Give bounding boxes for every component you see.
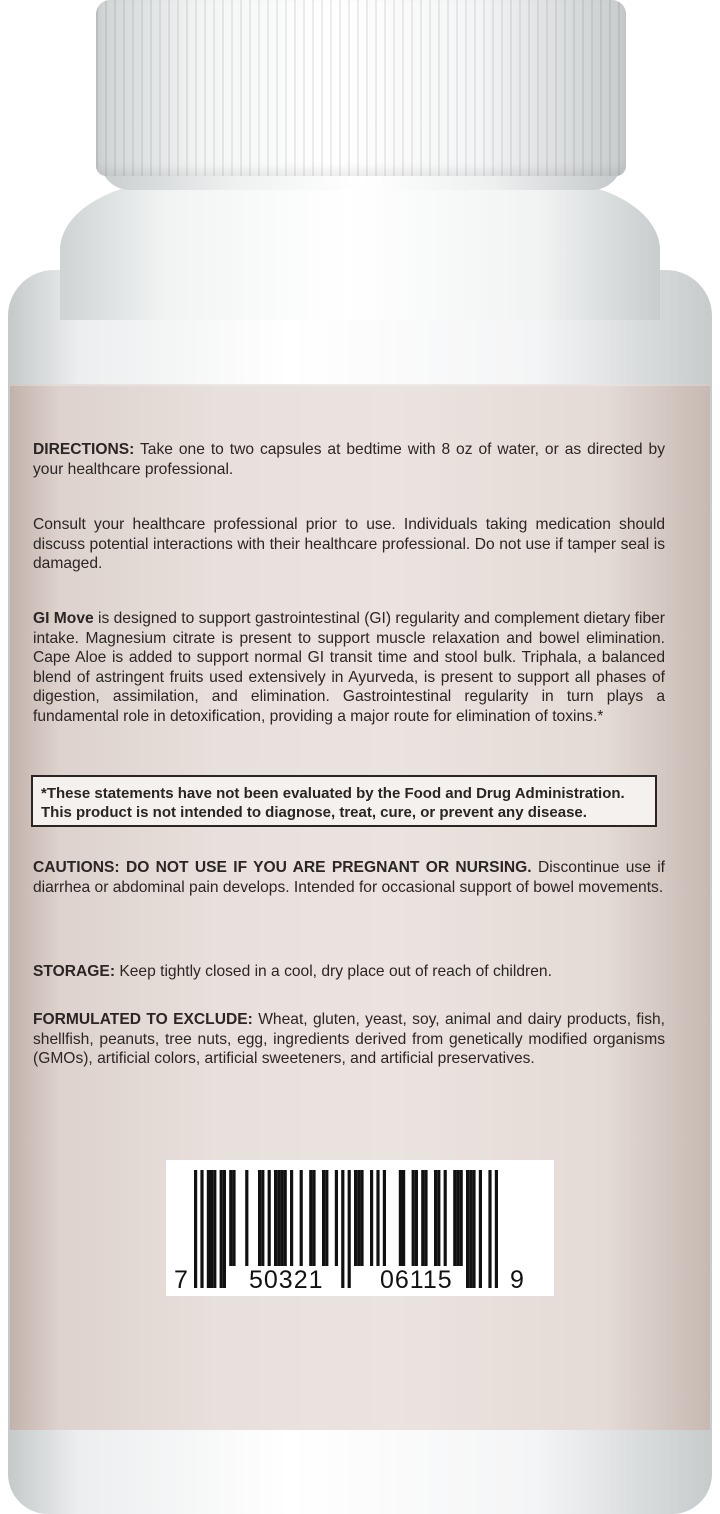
directions-heading: DIRECTIONS: xyxy=(33,441,135,458)
barcode-bar xyxy=(469,1170,472,1288)
barcode-bar xyxy=(223,1170,226,1288)
barcode-bar xyxy=(437,1170,440,1266)
directions-text: Take one to two capsules at bedtime with 8 oz of water, or as directed by your healthcare professional. xyxy=(33,441,665,478)
bottle-shoulder xyxy=(60,180,660,320)
cautions-section xyxy=(33,858,665,897)
barcode-bar xyxy=(434,1170,437,1266)
barcode-bar xyxy=(274,1170,277,1266)
storage-heading: STORAGE: xyxy=(33,963,116,980)
storage-text: Keep tightly closed in a cool, dry place out of reach of children. xyxy=(115,963,552,980)
storage-section xyxy=(33,962,665,982)
barcode-bar xyxy=(229,1170,232,1266)
barcode-bar xyxy=(466,1170,469,1288)
directions-section xyxy=(33,440,665,479)
exclusions-section xyxy=(33,1010,665,1069)
barcode-bar xyxy=(415,1170,418,1266)
barcode-right-digits: 06115 xyxy=(377,1266,456,1294)
barcode-bar xyxy=(300,1170,303,1266)
barcode-bar xyxy=(370,1170,373,1266)
product-description: is designed to support gastrointestinal (GI) regularity and complement dietary fiber intake. Magnesium citrate is present to support muscle relaxation and bowel elimination. Cape Aloe is added to support normal GI transit time and stool bulk. Triphala, a balanced blend of astringent fruits used extensively in Ayurveda, is present to support all phases of digestion, assimilation, and elimination. Gastrointestinal regularity in turn plays a fundamental role in detoxification, providing a major route for elimination of toxins.* xyxy=(33,610,665,725)
barcode-bar xyxy=(220,1170,223,1288)
cautions-heading: CAUTIONS: xyxy=(33,859,120,876)
product-description-section xyxy=(33,609,665,726)
barcode-bar xyxy=(290,1170,293,1266)
barcode-bar xyxy=(194,1170,197,1288)
barcode-bar xyxy=(460,1170,463,1266)
exclude-heading: FORMULATED TO EXCLUDE: xyxy=(33,1011,253,1028)
barcode-bar xyxy=(348,1170,351,1288)
barcode-bar xyxy=(261,1170,264,1266)
barcode-bar xyxy=(357,1170,360,1266)
barcode-bar xyxy=(376,1170,379,1266)
barcode-bar xyxy=(479,1170,482,1288)
barcode-bar xyxy=(322,1170,325,1266)
product-name: GI Move xyxy=(33,610,94,627)
consult-section xyxy=(33,515,665,574)
consult-text: Consult your healthcare professional prior to use. Individuals taking medication should discuss potential interactions with their healthcare professional. Do not use if tamper seal is damaged. xyxy=(33,516,665,572)
barcode-bar xyxy=(335,1170,338,1266)
exclude-text: Wheat, gluten, yeast, soy, animal and dairy products, fish, shellfish, peanuts, tree nuts, egg, ingredients derived from genetically modified organisms (GMOs), artificial colors, artificial sweeteners, and artificial preservatives. xyxy=(33,1011,665,1067)
barcode-bar xyxy=(421,1170,424,1266)
barcode-bar xyxy=(488,1170,491,1288)
barcode-bar xyxy=(207,1170,210,1288)
barcode-bar xyxy=(258,1170,261,1266)
barcode-bar xyxy=(495,1170,498,1288)
barcode-bar xyxy=(312,1170,315,1266)
barcode-check-digit: 9 xyxy=(510,1266,525,1294)
barcode-lead-digit: 7 xyxy=(174,1266,189,1294)
barcode-bar xyxy=(280,1170,283,1266)
barcode-bars xyxy=(166,1160,554,1296)
barcode-bar xyxy=(354,1170,357,1266)
fda-disclaimer: *These statements have not been evaluated by the Food and Drug Administration. This product is not intended to diagnose, treat, cure, or prevent any disease. xyxy=(41,785,625,821)
barcode-bar xyxy=(341,1170,344,1288)
barcode-bar xyxy=(444,1170,447,1266)
barcode-bar xyxy=(456,1170,459,1266)
barcode-bar xyxy=(472,1170,475,1288)
barcode-bar xyxy=(360,1170,363,1266)
barcode-bar xyxy=(213,1170,216,1288)
barcode-bar xyxy=(309,1170,312,1266)
barcode-bar xyxy=(284,1170,287,1266)
barcode-bar xyxy=(325,1170,328,1266)
barcode-bar xyxy=(232,1170,235,1266)
barcode-bar xyxy=(200,1170,203,1288)
barcode-bar xyxy=(424,1170,427,1266)
upc-barcode xyxy=(166,1160,554,1296)
barcode-bar xyxy=(412,1170,415,1266)
barcode-bar xyxy=(402,1170,405,1266)
barcode-bar xyxy=(383,1170,386,1266)
fda-disclaimer-box xyxy=(31,775,657,827)
cautions-warning: DO NOT USE IF YOU ARE PREGNANT OR NURSING. xyxy=(119,859,532,876)
barcode-bar xyxy=(268,1170,271,1266)
barcode-bar xyxy=(245,1170,248,1266)
barcode-left-digits: 50321 xyxy=(246,1266,327,1294)
cautions-text: Discontinue use if diarrhea or abdominal pain develops. Intended for occasional support of bowel movements. xyxy=(33,859,665,896)
bottle-cap xyxy=(96,0,626,176)
barcode-bar xyxy=(210,1170,213,1288)
barcode-bar xyxy=(277,1170,280,1266)
barcode-bar xyxy=(399,1170,402,1266)
barcode-bar xyxy=(453,1170,456,1266)
